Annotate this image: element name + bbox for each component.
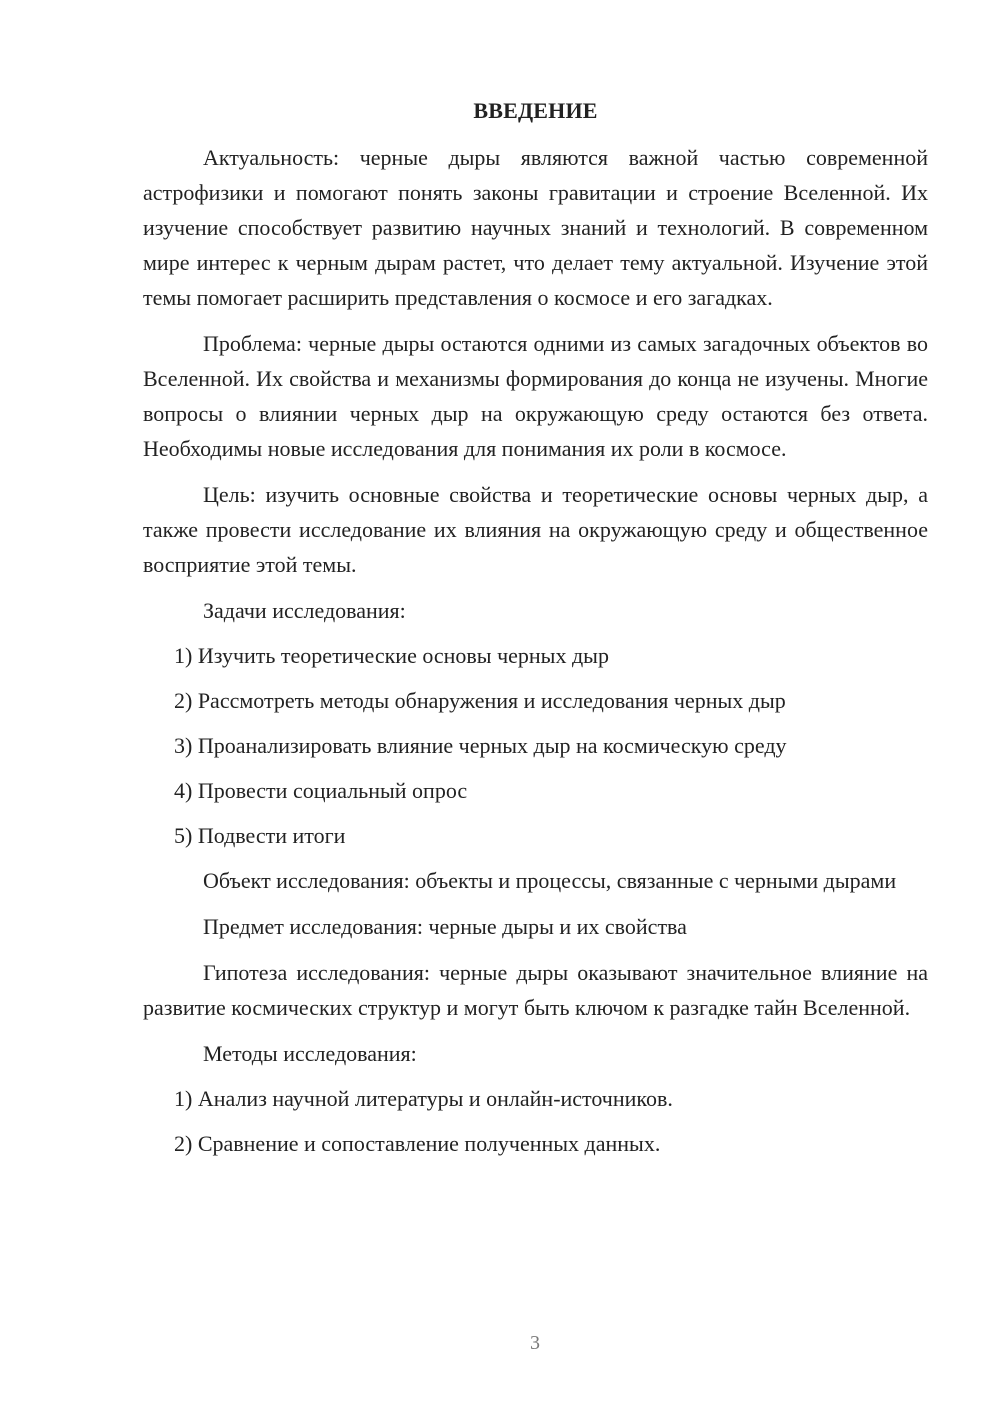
list-item: 4) Провести социальный опрос (174, 778, 468, 803)
list-item: 2) Рассмотреть методы обнаружения и исследования черных дыр (174, 688, 786, 713)
section-heading: ВВЕДЕНИЕ (473, 98, 598, 123)
tasks-list (143, 638, 928, 853)
tasks-title: Задачи исследования: (203, 598, 406, 623)
hypothesis-paragraph: Гипотеза исследования: черные дыры оказывают значительное влияние на развитие космических структур и могут быть ключом к разгадке тайн Вселенной. (143, 960, 928, 1020)
methods-list (143, 1081, 928, 1161)
list-item: 1) Изучить теоретические основы черных дыр (174, 643, 609, 668)
subject-paragraph: Предмет исследования: черные дыры и их свойства (203, 914, 687, 939)
page-number: 3 (530, 1332, 540, 1354)
list-item: 5) Подвести итоги (174, 823, 346, 848)
object-paragraph: Объект исследования: объекты и процессы, связанные с черными дырами (203, 868, 897, 893)
list-item: 3) Проанализировать влияние черных дыр на космическую среду (174, 733, 787, 758)
document-page (143, 93, 928, 1171)
relevance-paragraph: Актуальность: черные дыры являются важной частью современной астрофизики и помогают понять законы гравитации и строение Вселенной. Их изучение способствует развитию научных знаний и технологий. В современном мире интерес к черным дырам растет, что делает тему актуальной. Изучение этой темы помогает расширить представления о космосе и его загадках. (143, 145, 928, 310)
list-item: 1) Анализ научной литературы и онлайн-источников. (174, 1086, 673, 1111)
list-item: 2) Сравнение и сопоставление полученных данных. (174, 1131, 661, 1156)
methods-title: Методы исследования: (203, 1041, 417, 1066)
problem-paragraph: Проблема: черные дыры остаются одними из самых загадочных объектов во Вселенной. Их свойства и механизмы формирования до конца не изучены. Многие вопросы о влиянии черных дыр на окружающую среду остаются без ответа. Необходимы новые исследования для понимания их роли в космосе. (143, 331, 928, 461)
goal-paragraph: Цель: изучить основные свойства и теоретические основы черных дыр, а также провести исследование их влияния на окружающую среду и общественное восприятие этой темы. (143, 482, 928, 577)
